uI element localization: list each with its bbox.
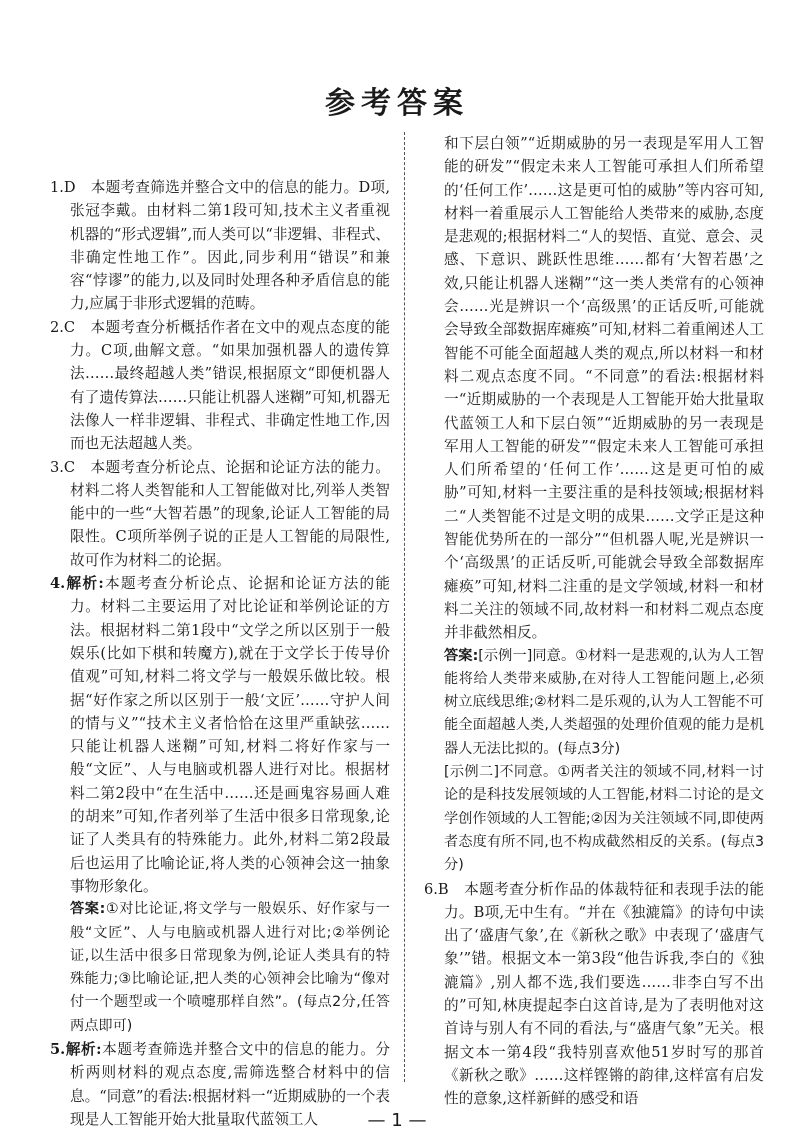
answer-4-key-text: ①对比论证,将文学与一般娱乐、好作家与一般“文匠”、人与电脑或机器人进行对比;②举例论证,以生活中很多日常现象为例,论证人类具有的特殊能力;③比喻论证,把人类的心领神会比喻为“像对付一个题型或一个喷嚏那样自然”。(每点2分,任答两点即可) bbox=[70, 901, 390, 1034]
answer-4-key bbox=[50, 898, 390, 1038]
answer-4-analysis: 本题考查分析论点、论据和论证方法的能力。材料二主要运用了对比论证和举例论证的方法。根据材料二第1段中“文学之所以区别于一般娱乐(比如下棋和转魔方),就在于文学长于传导价值观”可知,材料二将文学与一般娱乐做比较。根据“好作家之所以区别于一般‘文匠’……守护人间的情与义”“技术主义者恰恰在这里严重缺弦……只能让机器人迷糊”可知,材料二将好作家与一般“文匠”、人与电脑或机器人进行对比。根据材料二第2段中“在生活中……还是画鬼容易画人难的胡来”可知,作者列举了生活中很多日常现象,论证了人类具有的特殊能力。此外,材料二第2段最后也运用了比喻论证,将人类的心领神会这一抽象事物形象化。 bbox=[70, 575, 390, 895]
answer-4 bbox=[50, 572, 390, 898]
left-column bbox=[50, 176, 390, 1131]
answer-5-key-label: 答案: bbox=[444, 647, 479, 664]
answer-5-example-1: [示例一]同意。①材料一是悲观的,认为人工智能将给人类带来威胁,在对待人工智能问题上,必须树立底线思维;②材料二是乐观的,认为人工智能不可能全面超越人类,人类超强的处理价值观的能力是机器人无法比拟的。(每点3分) bbox=[444, 647, 764, 757]
answer-4-key-label: 答案: bbox=[70, 901, 106, 918]
answer-5-key bbox=[424, 645, 764, 761]
answer-5-label: 5.解析: bbox=[50, 1040, 102, 1058]
answer-6: 6.B 本题考查分析作品的体裁特征和表现手法的能力。B项,无中生有。“并在《独漉篇》的诗句中读出了‘盛唐气象’,在《新秋之歌》中表现了‘盛唐气象’”错。根据文本一第3段“他告诉我,李白的《独漉篇》,别人都不选,我们要选……非李白写不出的”可知,林庚提起李白这首诗,是为了表明他对这首诗与别人有不同的看法,与“盛唐气象”无关。根据文本一第4段“我特别喜欢他51岁时写的那首《新秋之歌》……这样铿锵的韵律,这样富有启发性的意象,这样新鲜的感受和语 bbox=[424, 880, 764, 1108]
answer-4-label: 4.解析: bbox=[50, 575, 104, 593]
answer-5-example-2: [示例二]不同意。①两者关注的领域不同,材料一讨论的是科技发展领域的人工智能,材料二讨论的是文学创作领域的人工智能;②因为关注领域不同,即使两者态度有所不同,也不构成截然相反的关系。(每点3分) bbox=[444, 764, 764, 874]
answer-1: 1.D 本题考查筛选并整合文中的信息的能力。D项,张冠李戴。由材料二第1段可知,技术主义者重视机器的“形式逻辑”,而人类可以“非逻辑、非程式、非确定性地工作”。因此,同步利用“错误”和兼容“悖谬”的能力,以及同时处理各种矛盾信息的能力,应属于非形式逻辑的范畴。 bbox=[50, 179, 390, 313]
answer-5-continued: 和下层白领”“近期威胁的另一表现是军用人工智能的研发”“假定未来人工智能可承担人们所希望的‘任何工作’……这是更可怕的威胁”等内容可知,材料一着重展示人工智能给人类带来的威胁,态度是悲观的;根据材料二“人的契悟、直觉、意会、灵感、下意识、跳跃性思维……都有‘大智若愚’之效,只能让机器人迷糊”“这一类人类常有的心领神会……光是辨识一个‘高级黑’的正话反听,可能就会导致全部数据库瘫痪”可知,材料二着重阐述人工智能不可能全面超越人类的观点,所以材料一和材料二观点态度不同。“不同意”的看法:根据材料一“近期威胁的一个表现是人工智能开始大批量取代蓝领工人和下层白领”“近期威胁的另一表现是军用人工智能的研发”“假定未来人工智能可承担人们所希望的‘任何工作’……这是更可怕的威胁”可知,材料一主要注重的是科技领域;根据材料二“人类智能不过是文明的成果……文学正是这种智能优势所在的一部分”“但机器人呢,光是辨识一个‘高级黑’的正话反听,可能就会导致全部数据库瘫痪”可知,材料二注重的是文学领域,材料一和材料二关注的领域不同,故材料一和材料二观点态度并非截然相反。 bbox=[444, 135, 764, 642]
page-title: 参考答案 bbox=[325, 86, 469, 121]
answer-3: 3.C 本题考查分析论点、论据和论证方法的能力。材料二将人类智能和人工智能做对比,列举人类智能中的一些“大智若愚”的现象,论证人工智能的局限性。C项所举例子说的正是人工智能的局限性,故可作为材料二的论据。 bbox=[50, 458, 390, 569]
answer-5-analysis: 本题考查筛选并整合文中的信息的能力。分析两则材料的观点态度,需筛选整合材料中的信息。“同意”的看法:根据材料一“近期威胁的一个表现是人工智能开始大批量取代蓝领工人 bbox=[70, 1040, 390, 1128]
answer-2: 2.C 本题考查分析概括作者在文中的观点态度的能力。C项,曲解文意。“如果加强机器人的遗传算法……最终超越人类”错误,根据原文“即便机器人有了遗传算法……只能让机器人迷糊”可知,机器无法像人一样非逻辑、非程式、非确定性地工作,因而也无法超越人类。 bbox=[50, 318, 390, 453]
page-number: — 1 — bbox=[367, 1110, 427, 1131]
column-divider bbox=[404, 132, 405, 1082]
right-column bbox=[424, 132, 764, 1110]
